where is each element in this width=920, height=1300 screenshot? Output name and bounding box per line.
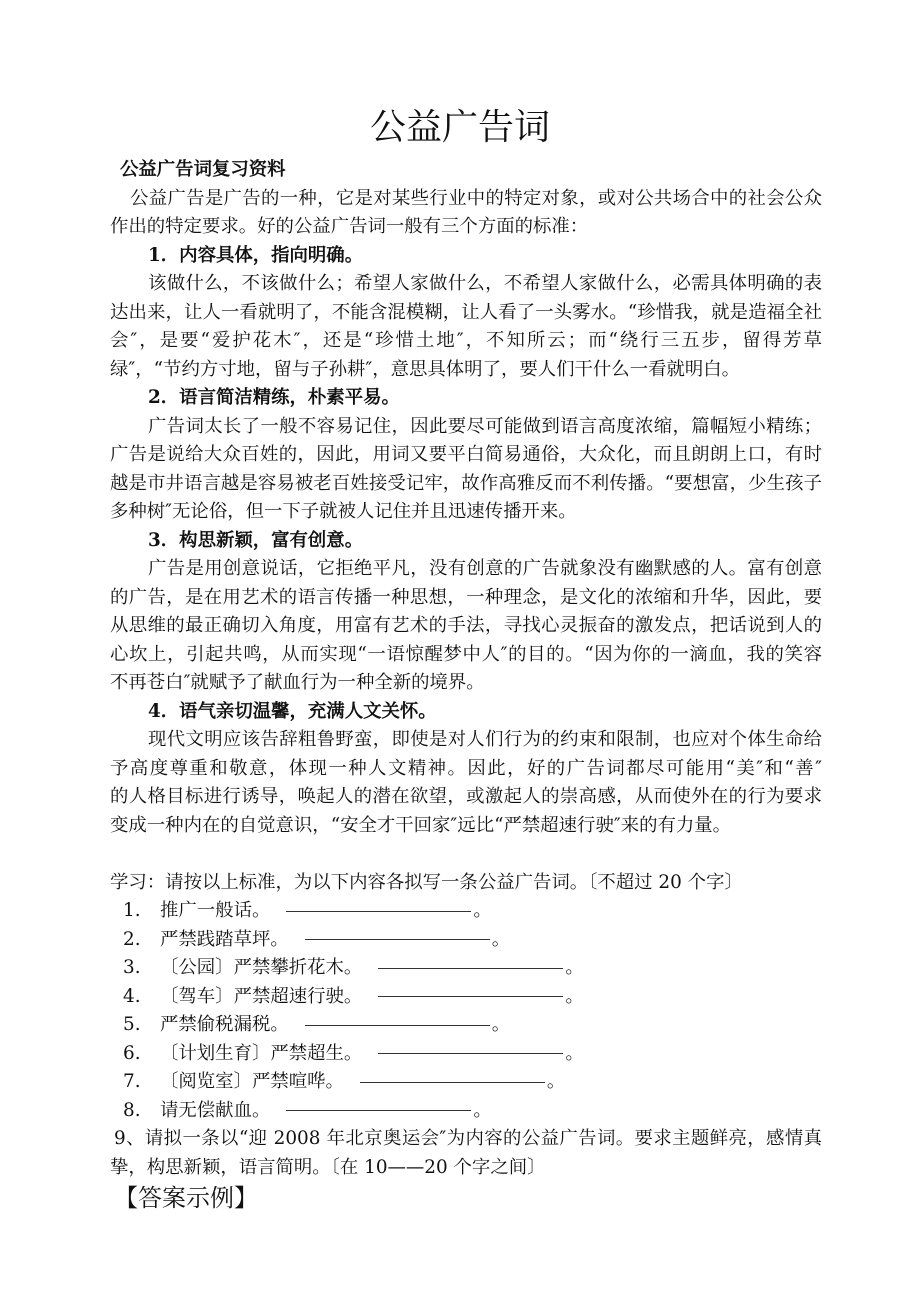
- blank-end: 。: [473, 900, 492, 921]
- answer-blank[interactable]: [378, 996, 563, 997]
- answer-blank[interactable]: [286, 1110, 471, 1111]
- section-line: 变成一种内在的自觉意识，“安全才干回家″远比“严禁超速行驶″来的有力量。: [110, 814, 732, 836]
- exercise-item: [110, 954, 822, 983]
- exercise-item: [110, 1040, 822, 1069]
- blank-end: 。: [565, 957, 584, 978]
- item-number: 5.: [123, 1014, 141, 1035]
- answer-blank[interactable]: [305, 1025, 490, 1026]
- blank-end: 。: [491, 1014, 511, 1035]
- exercise-item: [110, 1097, 822, 1126]
- item-text: 〔计划生育〕严禁超生。: [160, 1042, 363, 1064]
- item-number: 2.: [123, 928, 141, 950]
- blank-end: 。: [565, 985, 584, 1007]
- section-line: 的广告，是在用艺术的语言传播一种思想，一种理念，是文化的浓缩和升华，因此，要: [110, 586, 822, 608]
- answer-blank[interactable]: [378, 968, 563, 969]
- blank-end: 。: [491, 928, 511, 950]
- section-heading: 4．语气亲切温馨，充满人文关怀。: [148, 700, 437, 722]
- item-number: 4.: [123, 985, 141, 1007]
- blank-end: 。: [565, 1042, 584, 1064]
- answer-blank[interactable]: [360, 1082, 545, 1083]
- item-text: 〔阅览室〕严禁喧哗。: [160, 1071, 344, 1092]
- section-line: 多种树″无论俗，但一下子就被人记住并且迅速传播开来。: [110, 501, 577, 522]
- section-line: 达出来，让人一看就明了，不能含混模糊，让人看了一头雾水。“珍惜我，就是造福全社: [110, 301, 822, 323]
- exercise-item: [110, 897, 822, 926]
- question-9-line: 挚，构思新颖，语言简明。〔在 10——20 个字之间〕: [110, 1156, 546, 1178]
- section-line: 予高度尊重和敬意，体现一种人文精神。因此，好的广告词都尽可能用“美″和“善″: [110, 757, 822, 779]
- item-text: 请无偿献血。: [160, 1099, 271, 1121]
- item-text: 〔公园〕严禁攀折花木。: [160, 957, 363, 978]
- section-line: 绿″，“节约方寸地，留与子孙耕″，意思具体明了，要人们干什么一看就明白。: [110, 358, 741, 380]
- answer-blank[interactable]: [305, 939, 490, 940]
- subtitle: 公益广告词复习资料: [120, 159, 286, 180]
- item-number: 1.: [123, 900, 141, 921]
- item-number: 7.: [123, 1071, 141, 1092]
- blank-end: 。: [546, 1071, 566, 1092]
- section-line: 从思维的最正确切入角度，用富有艺术的手法，寻找心灵振奋的激发点，把话说到人的: [110, 615, 822, 636]
- section-line: 广告是说给大众百姓的，因此，用词又要平白简易通俗，大众化，而且朗朗上口，有时: [110, 444, 822, 465]
- page-title: 公益广告词: [369, 107, 550, 148]
- item-number: 6.: [123, 1042, 141, 1064]
- answer-blank[interactable]: [286, 911, 471, 912]
- question-9-line: 9、请拟一条以“迎 2008 年北京奥运会″为内容的公益广告词。要求主题鲜亮，感情真: [114, 1128, 822, 1149]
- blank-end: 。: [473, 1099, 492, 1121]
- section-line: 该做什么，不该做什么；希望人家做什么，不希望人家做什么，必需具体明确的表: [148, 273, 822, 294]
- answer-blank[interactable]: [378, 1053, 563, 1054]
- section-line: 越是市井语言越是容易被老百姓接受记牢，故作高雅反而不利传播。“要想富，少生孩子: [110, 472, 822, 494]
- section-line: 现代文明应该告辞粗鲁野蛮，即使是对人们行为的约束和限制，也应对个体生命给: [148, 729, 822, 750]
- section-line: 不再苍白″就赋予了献血行为一种全新的境界。: [110, 672, 485, 693]
- item-number: 8.: [123, 1099, 141, 1121]
- exercise-prompt: 学习：请按以上标准，为以下内容各拟写一条公益广告词。〔不超过 20 个字〕: [110, 871, 743, 893]
- section-line: 心坎上，引起共鸣，从而实现“一语惊醒梦中人″的目的。“因为你的一滴血，我的笑容: [110, 643, 822, 665]
- intro-line: 公益广告是广告的一种，它是对某些行业中的特定对象，或对公共场合中的社会公众: [130, 187, 822, 209]
- intro-line: 作出的特定要求。好的公益广告词一般有三个方面的标准：: [110, 216, 589, 237]
- exercise-item: [110, 1068, 822, 1097]
- section-line: 广告是用创意说话，它拒绝平凡，没有创意的广告就象没有幽默感的人。富有创意: [148, 558, 822, 579]
- section-line: 会″，是要“爱护花木″，还是“珍惜土地″，不知所云；而“绕行三五步，留得芳草: [110, 330, 822, 351]
- item-text: 〔驾车〕严禁超速行驶。: [160, 985, 363, 1007]
- document-body: [110, 156, 822, 1214]
- section-heading: 1．内容具体，指向明确。: [148, 244, 364, 266]
- item-number: 3.: [123, 957, 141, 978]
- item-text: 推广一般话。: [160, 900, 271, 921]
- item-text: 严禁践踏草坪。: [160, 928, 289, 950]
- section-heading: 3．构思新颖，富有创意。: [148, 529, 364, 551]
- exercise-item: [110, 1011, 822, 1040]
- exercise-list: [110, 897, 822, 1125]
- answer-heading: 【答案示例】: [114, 1184, 258, 1212]
- spacer: [110, 840, 822, 869]
- section-heading: 2．语言简洁精练，朴素平易。: [148, 387, 400, 408]
- exercise-item: [110, 926, 822, 955]
- item-text: 严禁偷税漏税。: [160, 1014, 289, 1035]
- section-line: 广告词太长了一般不容易记住，因此要尽可能做到语言高度浓缩，篇幅短小精练；: [148, 415, 822, 437]
- section-line: 的人格目标进行诱导，唤起人的潜在欲望，或激起人的崇高感，从而使外在的行为要求: [110, 786, 822, 807]
- exercise-item: [110, 983, 822, 1012]
